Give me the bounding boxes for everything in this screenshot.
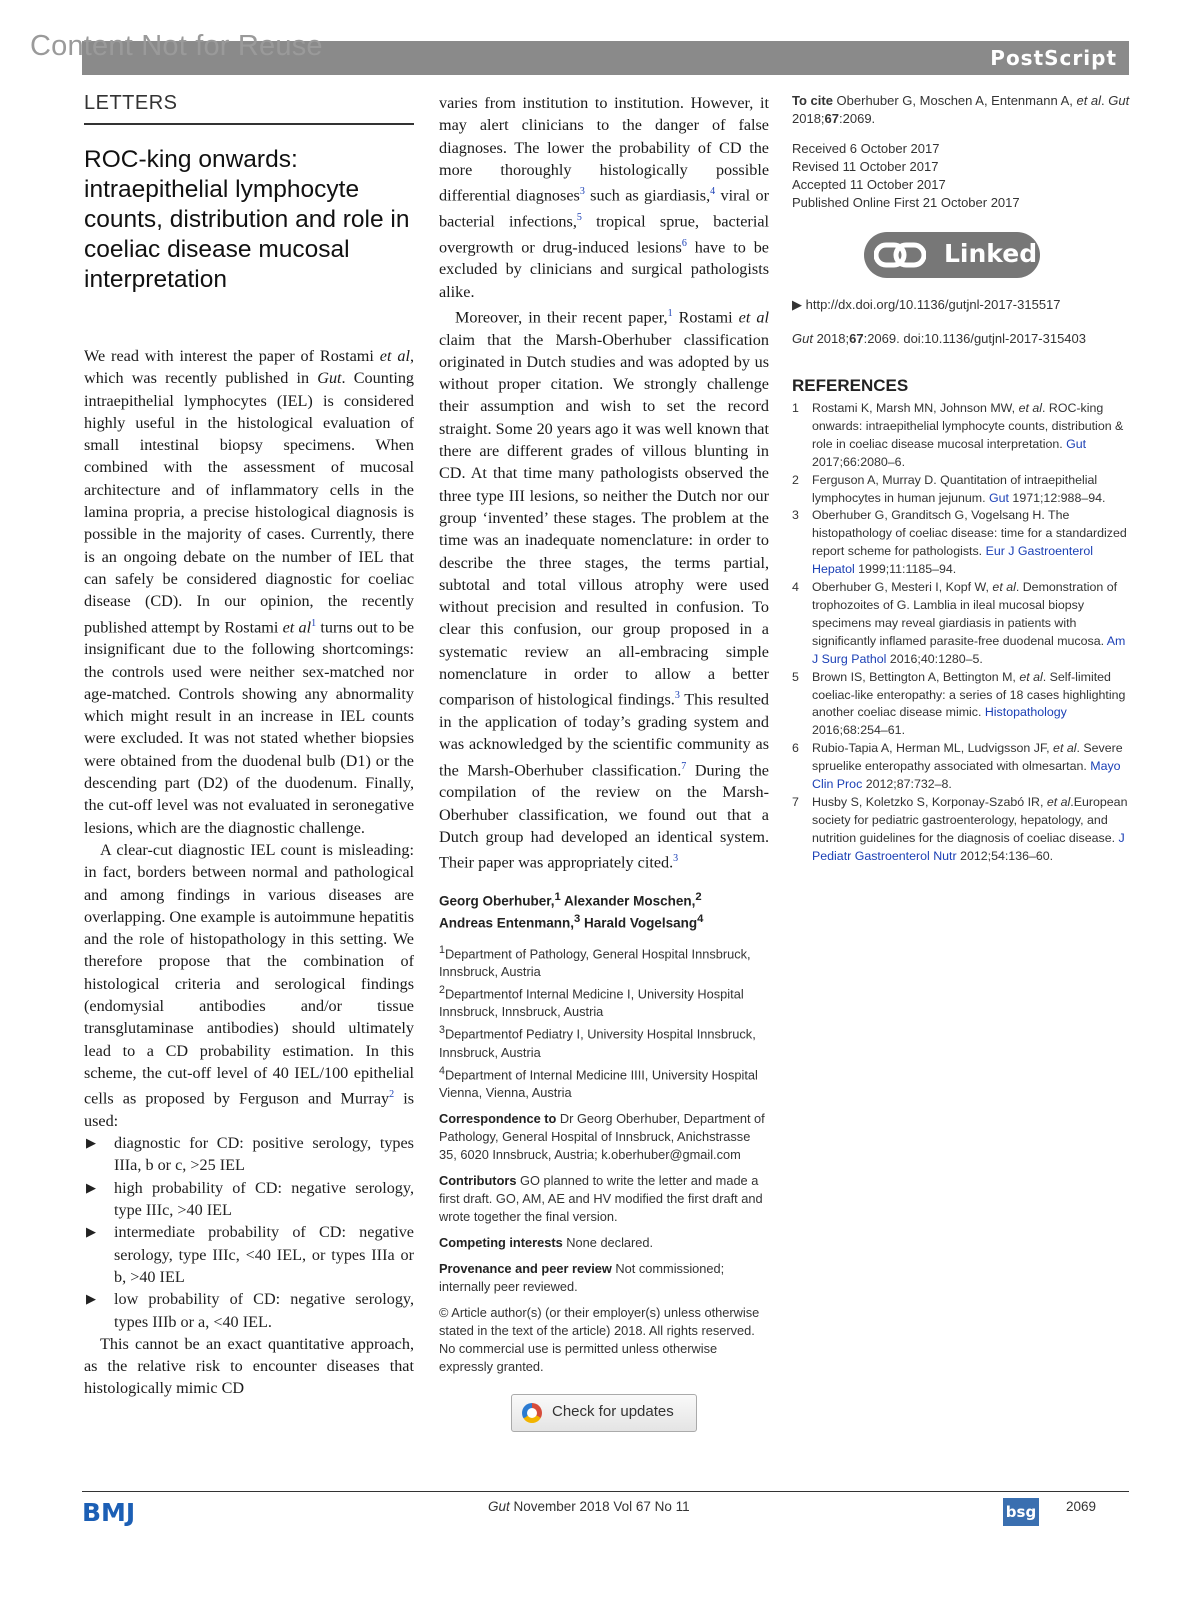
section-label-postscript: PostScript [990, 46, 1117, 70]
reference-item: 7 Husby S, Koletzko S, Korponay-Szabó IR, et al.European society for pediatric gastroenterology, hepatology, and nutrition guidelines for the diagnosis of coeliac disease. J Pediatr Gastroenterol Nutr 2012;54:136–60. [792, 794, 1128, 863]
affiliation: $^1$Department of Pathology, General Hospital Innsbruck, Innsbruck, Austria [439, 943, 751, 980]
provenance: Provenance and peer review Not commissioned; internally peer reviewed. [439, 1260, 725, 1294]
citation-link[interactable]: 3 [673, 853, 679, 865]
footer-journal-info: Gut November 2018 Vol 67 No 11 [488, 1499, 690, 1514]
bsg-logo: bsg [1003, 1498, 1039, 1526]
triangle-right-icon: ▶ [86, 1224, 96, 1240]
correspondence: Correspondence to Dr Georg Oberhuber, Department of Pathology, General Hospital of Innsbruck, Anichstrasse 35, 6020 Innsbruck, Austria; k.oberhuber@gmail.com [439, 1110, 765, 1162]
watermark: Content Not for Reuse [30, 30, 323, 62]
author-list: Georg Oberhuber,$^1$ Alexander Moschen,$^2$ Andreas Entenmann,$^3$ Harald Vogelsang$^4$ [439, 890, 704, 931]
citation-info: To cite Oberhuber G, Moschen A, Entenmann A, et al. Gut 2018;67:2069. [792, 93, 1130, 126]
reference-item: 2 Ferguson A, Murray D. Quantitation of intraepithelial lymphocytes in human jejunum. Gut 1971;12:988–94. [792, 472, 1106, 505]
affiliation: $^3$Departmentof Pediatry I, University Hospital Innsbruck, Innsbruck, Austria [439, 1024, 756, 1060]
reference-item: 3 Oberhuber G, Granditsch G, Vogelsang H. The histopathology of coeliac disease: time for a standardized report scheme for pathologists. Eur J Gastroenterol Hepatol 1999;11:1185–94. [792, 508, 1127, 577]
date-published: Published Online First 21 October 2017 [792, 195, 1020, 210]
paragraph: A clear-cut diagnostic IEL count is misleading: in fact, borders between normal and pathological and among findings in various diseases are overlapping. One example is autoimmune hepatitis and the role of histopathology in this setting. We therefore propose that the combination of histological criteria and serological findings (endomysial antibodies and/or tissue transglutaminase antibodies) should ultimately lead to a CD probability estimation. In this scheme, the cut-off level of 40 IEL/100 epithelial cells as proposed by Ferguson and Murray$^2$ is used: [84, 840, 414, 1130]
paragraph: varies from institution to institution. However, it may alert clinicians to the danger of false diagnoses. The lower the probability of CD the more thoroughly histologically possible differential diagnoses$^3$ such as giardiasis,$^4$ viral or bacterial infections,$^5$ tropical sprue, bacterial overgrowth or drug-induced lesions$^6$ have to be excluded by clinicians and surgical pathologists alike. [439, 94, 769, 301]
journal-link[interactable]: Histopathology [984, 705, 1067, 720]
article-dates [792, 140, 1132, 212]
reference-item: 4 Oberhuber G, Mesteri I, Kopf W, et al. Demonstration of trophozoites of G. Lamblia in ileal mucosal biopsy specimens may reveal giardiasis in patients with significantly inflamed parasite-free duodenal mucosa. Am J Surg Pathol 2016;40:1280–5. [792, 580, 1126, 666]
footer-divider [82, 1491, 1129, 1492]
column-1 [84, 92, 414, 1400]
copyright-notice: © Article author(s) (or their employer(s) unless otherwise stated in the text of the article) 2018. All rights reserved. No commercial use is permitted unless otherwise expressly granted. [439, 1304, 760, 1374]
triangle-right-icon: ▶ [86, 1179, 96, 1195]
page-number: 2069 [1066, 1499, 1097, 1514]
affiliation: $^4$Department of Internal Medicine IIII, University Hospital Vienna, Vienna, Austria [439, 1064, 758, 1100]
probability-list [84, 1132, 414, 1333]
journal-link[interactable]: J Pediatr Gastroenterol Nutr [812, 830, 1125, 863]
date-received: Received 6 October 2017 [792, 141, 940, 156]
list-item: ▶ low probability of CD: negative serology, types IIIb or a, <40 IEL. [86, 1290, 414, 1331]
citation-link[interactable]: 4 [710, 186, 716, 198]
affiliation: $^2$Departmentof Internal Medicine I, University Hospital Innsbruck, Innsbruck, Austria [439, 984, 744, 1020]
list-item: ▶ intermediate probability of CD: negative serology, type IIIc, <40 IEL, or types IIIa or b, >40 IEL [86, 1223, 414, 1286]
citation-link[interactable]: 3 [674, 690, 680, 702]
reference-item: 1 Rostami K, Marsh MN, Johnson MW, et al. ROC-king onwards: intraepithelial lymphocyte counts, distribution & role in coeliac disease mucosal interpretation. Gut 2017;66:2080–6. [792, 401, 1124, 469]
reference-item: 5 Brown IS, Bettington A, Bettington M, et al. Self-limited coeliac-like enteropathy: a series of 18 cases highlighting another coeliac disease mimic. Histopathology 2016;68:254–61. [792, 669, 1126, 738]
reference-item: 6 Rubio-Tapia A, Herman ML, Ludvigsson JF, et al. Severe spruelike enteropathy associated with olmesartan. Mayo Clin Proc 2012;87:732–8. [792, 741, 1123, 792]
body-text [84, 345, 414, 1400]
linked-label: Linked [944, 239, 1038, 268]
triangle-right-icon: ▶ [792, 297, 806, 312]
doi-link[interactable]: http://dx.doi.org/10.1136/gutjnl-2017-315517 [805, 297, 1061, 312]
section-label-letters: LETTERS [84, 92, 414, 125]
check-updates-icon [522, 1403, 542, 1423]
linked-badge[interactable] [864, 232, 1040, 278]
citation-link[interactable]: 7 [681, 760, 687, 772]
linked-doi [792, 296, 1132, 314]
affiliations [439, 941, 769, 1102]
list-item: ▶ high probability of CD: negative serology, type IIIc, >40 IEL [86, 1178, 414, 1220]
triangle-right-icon: ▶ [86, 1135, 96, 1151]
bmj-logo: BMJ [82, 1498, 136, 1527]
journal-link[interactable]: Am J Surg Pathol [812, 633, 1126, 666]
citation-link[interactable]: 1 [311, 617, 317, 629]
check-for-updates-button[interactable] [511, 1394, 697, 1432]
column-3 [792, 92, 1132, 866]
list-item: ▶ diagnostic for CD: positive serology, types IIIa, b or c, >25 IEL [86, 1134, 414, 1175]
competing-interests: Competing interests None declared. [439, 1234, 654, 1250]
date-accepted: Accepted 11 October 2017 [792, 177, 946, 192]
article-title: ROC-king onwards: intraepithelial lymphocyte counts, distribution and role in coeliac disease mucosal interpretation [84, 146, 410, 293]
body-text [439, 92, 769, 874]
chain-link-icon [874, 242, 926, 268]
check-updates-label: Check for updates [552, 1402, 674, 1420]
journal-link[interactable]: Eur J Gastroenterol Hepatol [812, 544, 1093, 577]
citation-link[interactable]: 1 [667, 307, 673, 319]
triangle-right-icon: ▶ [86, 1291, 96, 1307]
article-doi: Gut 2018;67:2069. doi:10.1136/gutjnl-2017-315403 [792, 331, 1086, 346]
journal-link[interactable]: Gut [989, 490, 1009, 505]
reference-list [792, 400, 1132, 866]
journal-link[interactable]: Mayo Clin Proc [812, 759, 1121, 792]
citation-link[interactable]: 2 [389, 1089, 395, 1101]
citation-link[interactable]: 5 [576, 211, 582, 223]
paragraph: We read with interest the paper of Rostami et al, which was recently published in Gut. Counting intraepithelial lymphocytes (IEL) is considered highly useful in the histological evaluation of small intestinal biopsy specimens. When combined with the assessment of mucosal architecture and of inflammatory cells in the lamina propria, a precise histological diagnosis is possible in the majority of cases. Currently, there is an ongoing debate on the number of IEL that can safely be considered diagnostic for coeliac disease (CD). In our opinion, the recently published attempt by Rostami et al$^1$ turns out to be insignificant due to the following shortcomings: the controls used were neither sex-matched nor age-matched. Controls showing any abnormality which might result in an increase in IEL counts were excluded. It was not stated whether biopsies were obtained from the duodenal bulb (D1) or the descending part (D2) of the duodenum. Finally, the cut-off level was not evaluated in seronegative lesions, which are the diagnostic challenge. [84, 347, 415, 837]
column-2 [439, 92, 769, 1432]
paragraph: This cannot be an exact quantitative approach, as the relative risk to encounter diseases that histologically mimic CD [84, 1334, 414, 1398]
contributors: Contributors GO planned to write the letter and made a first draft. GO, AM, AE and HV modified the first draft and wrote together the final version. [439, 1172, 763, 1224]
citation-link[interactable]: 6 [681, 237, 687, 249]
citation-link[interactable]: 3 [579, 186, 585, 198]
date-revised: Revised 11 October 2017 [792, 159, 939, 174]
references-heading: REFERENCES [792, 376, 909, 395]
journal-link[interactable]: Gut [1066, 436, 1087, 451]
paragraph: Moreover, in their recent paper,$^1$ Rostami et al claim that the Marsh-Oberhuber classification originated in Dutch studies and was adopted by us without proper citation. We strongly challenge their assumption and wish to set the record straight. Some 20 years ago it was well known that there are different grades of villous blunting in CD. At that time many pathologists observed the three type III lesions, so neither the Dutch nor our group ‘invented’ these stages. The problem at the time was an inadequate nomenclature: in order to describe the three stages, the terms partial, subtotal and total villous atrophy were used without precision and resulted in confusion. To clear this confusion, our group proposed in a systematic review an all-embracing simple nomenclature in order to allow a better comparison of histological findings.$^3$ This resulted in the application of today’s grading system and was acknowledged by the scientific community as the Marsh-Oberhuber classification.$^7$ During the compilation of the review on the Marsh-Oberhuber classification, we found out that a Dutch group had developed an identical system. Their paper was appropriately cited.$^3$ [439, 307, 769, 872]
